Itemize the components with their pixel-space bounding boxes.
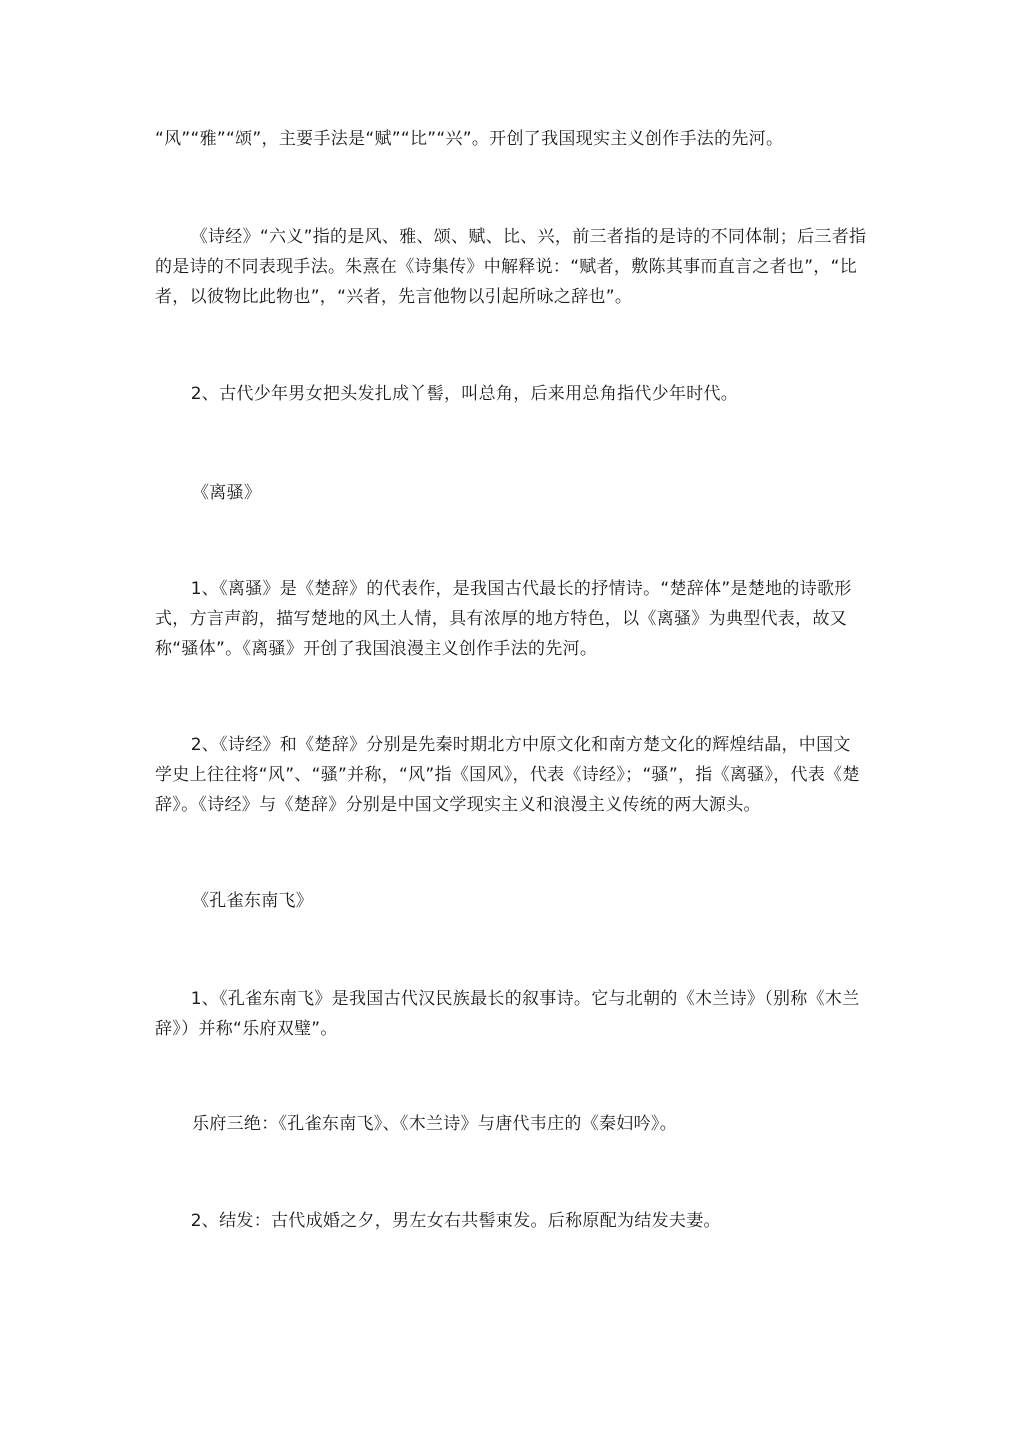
- paragraph-shijing-summary: “风”“雅”“颂”，主要手法是“赋”“比”“兴”。开创了我国现实主义创作手法的先河。: [155, 129, 784, 149]
- paragraph-kongque-1: 1、《孔雀东南飞》是我国古代汉民族最长的叙事诗。它与北朝的《木兰诗》（别称《木兰辞》）并称“乐府双璧”。: [155, 989, 860, 1039]
- paragraph-zongjiao: 2、古代少年男女把头发扎成丫髻，叫总角，后来用总角指代少年时代。: [190, 384, 739, 404]
- paragraph-lisao-1: 1、《离骚》是《楚辞》的代表作，是我国古代最长的抒情诗。“楚辞体”是楚地的诗歌形式，方言声韵，描写楚地的风土人情，具有浓厚的地方特色，以《离骚》为典型代表，故又称“骚体”。《离骚》开创了我国浪漫主义创作手法的先河。: [155, 579, 852, 659]
- heading-lisao: 《离骚》: [192, 483, 262, 503]
- paragraph-jiefa: 2、结发：古代成婚之夕，男左女右共髻束发。后称原配为结发夫妻。: [190, 1211, 721, 1231]
- paragraph-liuyi: 《诗经》“六义”指的是风、雅、颂、赋、比、兴，前三者指的是诗的不同体制；后三者指的是诗的不同表现手法。朱熹在《诗集传》中解释说：“赋者，敷陈其事而直言之者也”，“比者，以彼物比此物也”，“兴者，先言他物以引起所咏之辞也”。: [155, 227, 867, 307]
- paragraph-lisao-2: 2、《诗经》和《楚辞》分别是先秦时期北方中原文化和南方楚文化的辉煌结晶，中国文学史上往往将“风”、“骚”并称，“风”指《国风》，代表《诗经》；“骚”，指《离骚》，代表《楚辞》。《诗经》与《楚辞》分别是中国文学现实主义和浪漫主义传统的两大源头。: [155, 735, 860, 815]
- paragraph-yuefu-sanjue: 乐府三绝：《孔雀东南飞》、《木兰诗》与唐代韦庄的《秦妇吟》。: [192, 1114, 677, 1134]
- heading-kongque: 《孔雀东南飞》: [192, 891, 314, 911]
